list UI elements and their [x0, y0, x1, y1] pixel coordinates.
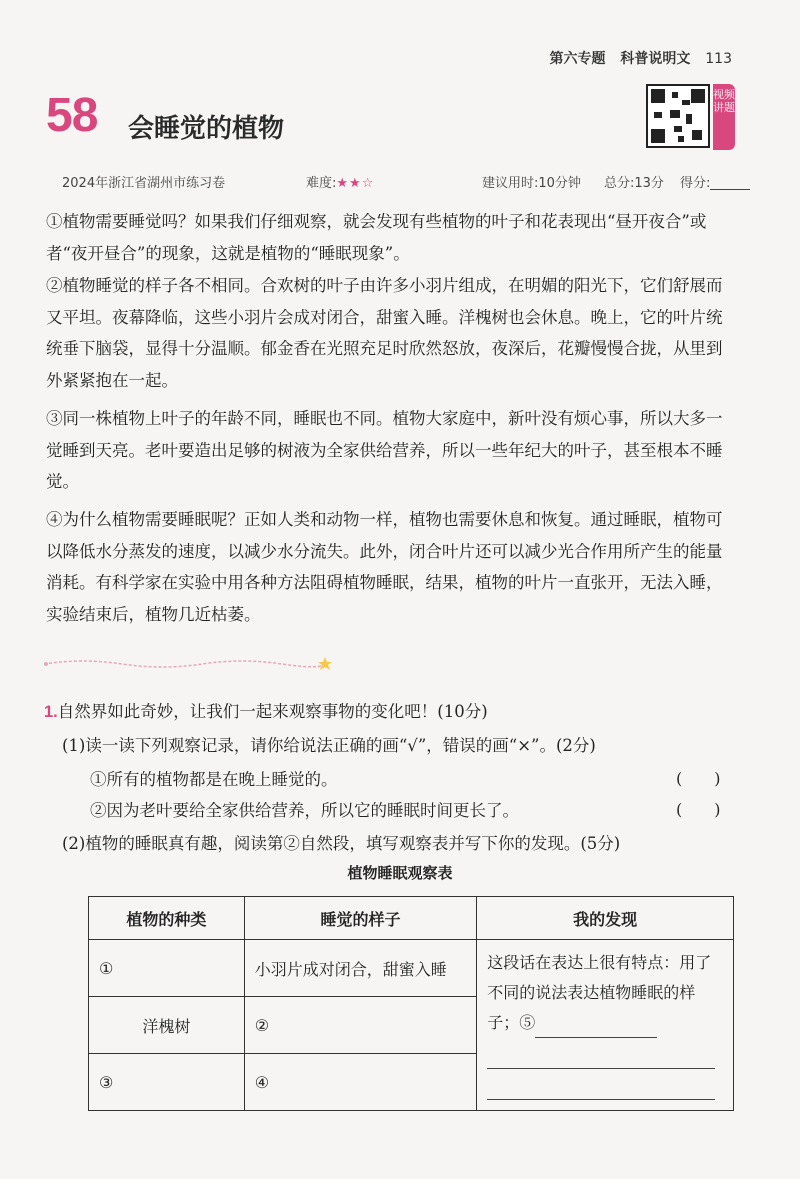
statement-2: ②因为老叶要给全家供给营养，所以它的睡眠时间更长了。	[90, 801, 519, 820]
statement-1: ①所有的植物都是在晚上睡觉的。	[90, 770, 338, 789]
score-label: 得分:	[680, 176, 711, 191]
page-number: 113	[705, 51, 732, 67]
total-score: 总分:13分	[604, 176, 664, 191]
discovery-cell[interactable]	[477, 940, 734, 1111]
star-icon	[318, 657, 332, 670]
answer-box-1[interactable]: ( )	[676, 769, 721, 788]
difficulty-label: 难度:	[306, 176, 337, 191]
question-1	[44, 698, 488, 722]
answer-line[interactable]	[487, 1069, 715, 1100]
table-caption: 植物睡眠观察表	[347, 864, 453, 882]
cell-blank-1[interactable]: ①	[89, 940, 245, 997]
header-section: 第六专题	[549, 51, 606, 67]
running-header	[540, 48, 732, 68]
paragraph-2: ②植物睡觉的样子各不相同。合欢树的叶子由许多小羽片组成，在明媚的阳光下，它们舒展而又平坦。夜幕降临，这些小羽片会成对闭合，甜蜜入睡。洋槐树也会休息。晚上，它的叶片统统垂下脑袋，显得十分温顺。郁金香在光照充足时欣然怒放，夜深后，花瓣慢慢合拢，从里到外紧紧抱在一起。	[46, 276, 723, 390]
question-part-1: (1)读一读下列观察记录，请你给说法正确的画“√”，错误的画“×”。(2分)	[62, 736, 596, 755]
lesson-title: 会睡觉的植物	[128, 114, 285, 144]
video-explain-tag[interactable]: 视频讲题	[713, 84, 735, 150]
lesson-number: 58	[46, 89, 98, 142]
question-part-2: (2)植物的睡眠真有趣，阅读第②自然段，填写观察表并写下你的发现。(5分)	[62, 834, 621, 853]
discovery-text: 这段话在表达上很有特点：用了不同的说法表达植物睡眠的样子；⑤	[487, 953, 712, 1032]
difficulty	[306, 172, 374, 191]
qr-code-icon[interactable]	[646, 84, 710, 148]
paragraph-1: ①植物需要睡觉吗？如果我们仔细观察，就会发现有些植物的叶子和花表现出“昼开夜合”或者“夜开昼合”的现象，这就是植物的“睡眠现象”。	[46, 212, 707, 263]
score-field[interactable]	[680, 172, 750, 191]
question-number: 1.	[44, 703, 58, 721]
cell-blank-3[interactable]: ③	[89, 1054, 245, 1111]
difficulty-stars: ★★☆	[336, 176, 375, 191]
source-label: 2024年浙江省湖州市练习卷	[62, 176, 226, 191]
header-discovery: 我的发现	[477, 897, 734, 940]
suggested-time: 建议用时:10分钟	[482, 176, 581, 191]
cell-plant-2: 洋槐树	[89, 997, 245, 1054]
header-sleep-look: 睡觉的样子	[244, 897, 477, 940]
cell-blank-4[interactable]: ④	[244, 1054, 477, 1111]
answer-box-2[interactable]: ( )	[676, 800, 721, 819]
observation-table	[88, 896, 734, 1111]
decorative-divider	[42, 656, 332, 670]
question-1-text: 自然界如此奇妙，让我们一起来观察事物的变化吧！(10分)	[57, 702, 488, 721]
paragraph-3: ③同一株植物上叶子的年龄不同，睡眠也不同。植物大家庭中，新叶没有烦心事，所以大多一觉睡到天亮。老叶要造出足够的树液为全家供给营养，所以一些年纪大的叶子，甚至根本不睡觉。	[46, 409, 723, 491]
answer-line[interactable]	[487, 1038, 715, 1069]
score-blank[interactable]	[710, 177, 750, 190]
header-plant-type: 植物的种类	[89, 897, 245, 940]
cell-sleep-1: 小羽片成对闭合，甜蜜入睡	[244, 940, 477, 997]
table-header-row	[89, 897, 734, 940]
paragraph-4: ④为什么植物需要睡眠呢？正如人类和动物一样，植物也需要休息和恢复。通过睡眠，植物可以降低水分蒸发的速度，以减少水分流失。此外，闭合叶片还可以减少光合作用所产生的能量消耗。有科学家在实验中用各种方法阻碍植物睡眠，结果，植物的叶片一直张开，无法入睡，实验结束后，植物几近枯萎。	[46, 510, 723, 624]
cell-blank-2[interactable]: ②	[244, 997, 477, 1054]
header-category: 科普说明文	[620, 51, 691, 67]
table-row	[89, 940, 734, 997]
answer-line-5[interactable]	[535, 1019, 657, 1038]
